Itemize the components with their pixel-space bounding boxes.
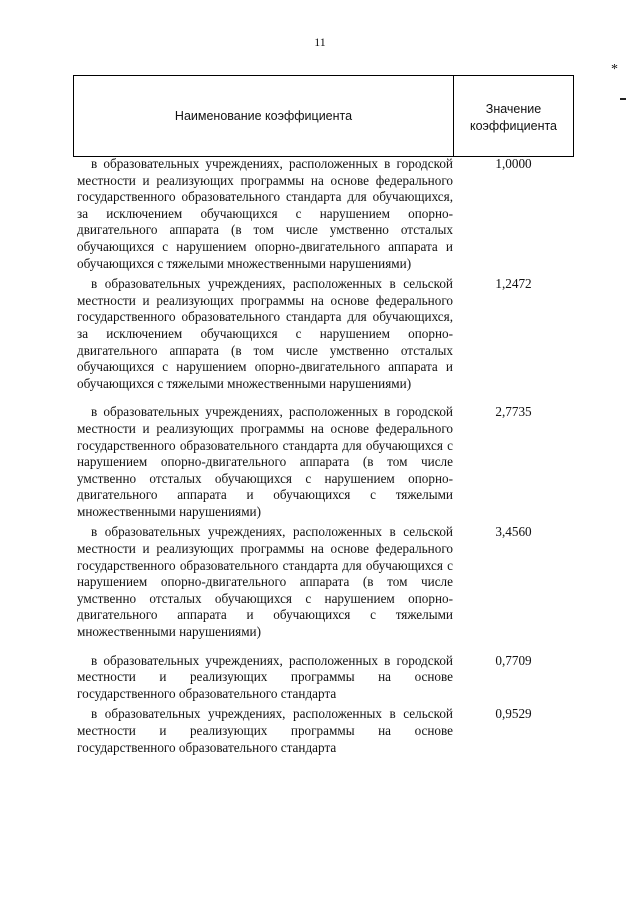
row-text: в образовательных учреждениях, расположенных в городской местности и реализующих программы на основе федерального государственного образовательного стандарта для обучающихся с нарушением опорно-двигательного аппарата (в том числе умственно отсталых обучающихся с нарушением опорно-двигательного аппарата и обучающихся с тяжелыми множественными нарушениями) [77,404,453,519]
table-row [73,276,574,392]
row-value: 2,7735 [495,404,532,420]
header-value-column [454,76,573,156]
page-number: 11 [314,35,326,49]
row-value: 1,2472 [495,276,532,292]
margin-dash [620,98,626,100]
row-value: 3,4560 [495,524,532,540]
row-text: в образовательных учреждениях, расположенных в городской местности и реализующих программы на основе государственного образовательного стандарта [77,652,453,701]
row-text: в образовательных учреждениях, расположенных в сельской местности и реализующих программы на основе государственного образовательного стандарта [77,706,453,755]
margin-mark: * [611,62,618,77]
row-value: 0,9529 [495,706,532,722]
table-row [73,653,574,703]
table-row [73,404,574,520]
table-row [73,156,574,272]
header-name-column: Наименование коэффициента [74,76,454,156]
row-text: в образовательных учреждениях, расположенных в городской местности и реализующих программы на основе федерального государственного образовательного стандарта для обучающихся, за исключением обучающихся с нарушением опорно-двигательного аппарата (в том числе умственно отсталых обучающихся с нарушением опорно-двигательного аппарата и обучающихся с тяжелыми множественными нарушениями) [77,156,453,271]
table-row [73,706,574,756]
row-text: в образовательных учреждениях, расположенных в сельской местности и реализующих программы на основе федерального государственного образовательного стандарта для обучающихся, за исключением обучающихся с нарушением опорно-двигательного аппарата (в том числе умственно отсталых обучающихся с нарушением опорно-двигательного аппарата и обучающихся с тяжелыми множественными нарушениями) [77,276,453,391]
table-row [73,524,574,640]
header-value-line2: коэффициента [469,119,558,133]
table-header [73,75,574,157]
row-value: 0,7709 [495,652,532,668]
coefficient-rows [73,156,574,756]
row-text: в образовательных учреждениях, расположенных в сельской местности и реализующих программы на основе федерального государственного образовательного стандарта для обучающихся с нарушением опорно-двигательного аппарата (в том числе умственно отсталых обучающихся с нарушением опорно-двигательного аппарата и обучающихся с тяжелыми множественными нарушениями) [77,524,453,640]
row-value: 1,0000 [495,156,532,171]
header-value-line1: Значение [485,102,542,116]
